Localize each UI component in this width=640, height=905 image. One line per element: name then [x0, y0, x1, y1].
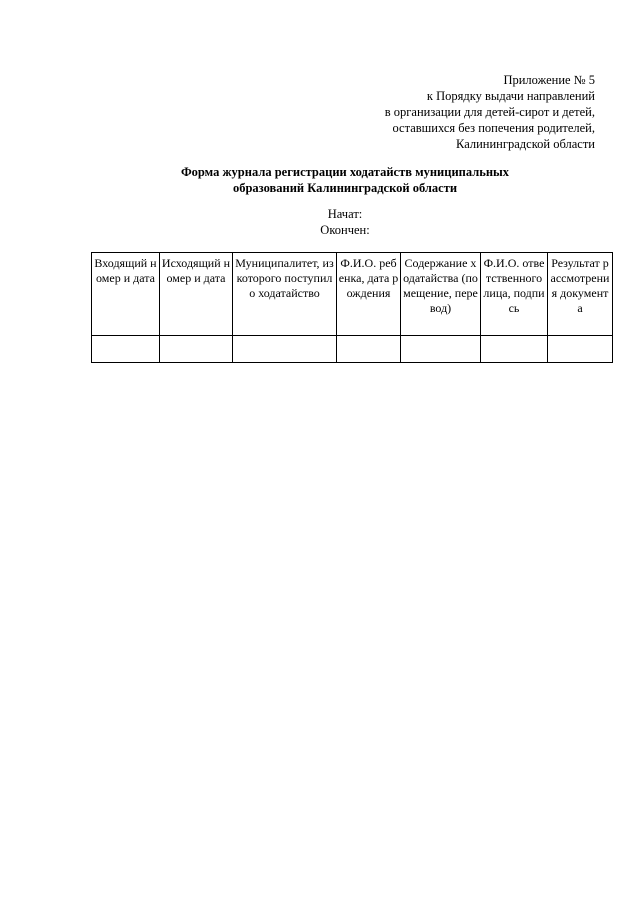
- appendix-line: оставшихся без попечения родителей,: [392, 121, 595, 135]
- appendix-header: [235, 72, 595, 152]
- column-header-municipality: Муниципалитет, из которого поступило ходатайство: [233, 253, 337, 336]
- appendix-line: в организации для детей-сирот и детей,: [384, 105, 595, 119]
- table-cell: [481, 336, 548, 363]
- column-header-petition-content: Содержание ходатайства (помещение, перевод): [401, 253, 481, 336]
- column-header-incoming: Входящий номер и дата: [92, 253, 160, 336]
- table-cell: [401, 336, 481, 363]
- appendix-line: Приложение № 5: [503, 73, 595, 87]
- column-header-result: Результат рассмотрения документа: [548, 253, 613, 336]
- started-label: Начат:: [327, 207, 363, 221]
- table-cell: [92, 336, 160, 363]
- appendix-line: Калининградской области: [456, 137, 595, 151]
- finished-label: Окончен:: [320, 223, 370, 237]
- title-line-1: Форма журнала регистрации ходатайств муниципальных: [180, 165, 510, 179]
- journal-table: [91, 252, 613, 363]
- title-line-2: образований Калининградской области: [232, 181, 458, 195]
- table-header-row: [92, 253, 613, 336]
- table-cell: [337, 336, 401, 363]
- document-title: [0, 164, 640, 196]
- appendix-line: к Порядку выдачи направлений: [426, 89, 595, 103]
- table-cell: [233, 336, 337, 363]
- table-cell: [160, 336, 233, 363]
- column-header-outgoing: Исходящий номер и дата: [160, 253, 233, 336]
- column-header-responsible-person: Ф.И.О. ответственного лица, подпись: [481, 253, 548, 336]
- column-header-child-name: Ф.И.О. ребенка, дата рождения: [337, 253, 401, 336]
- table-cell: [548, 336, 613, 363]
- table-row: [92, 336, 613, 363]
- journal-dates: [0, 206, 640, 238]
